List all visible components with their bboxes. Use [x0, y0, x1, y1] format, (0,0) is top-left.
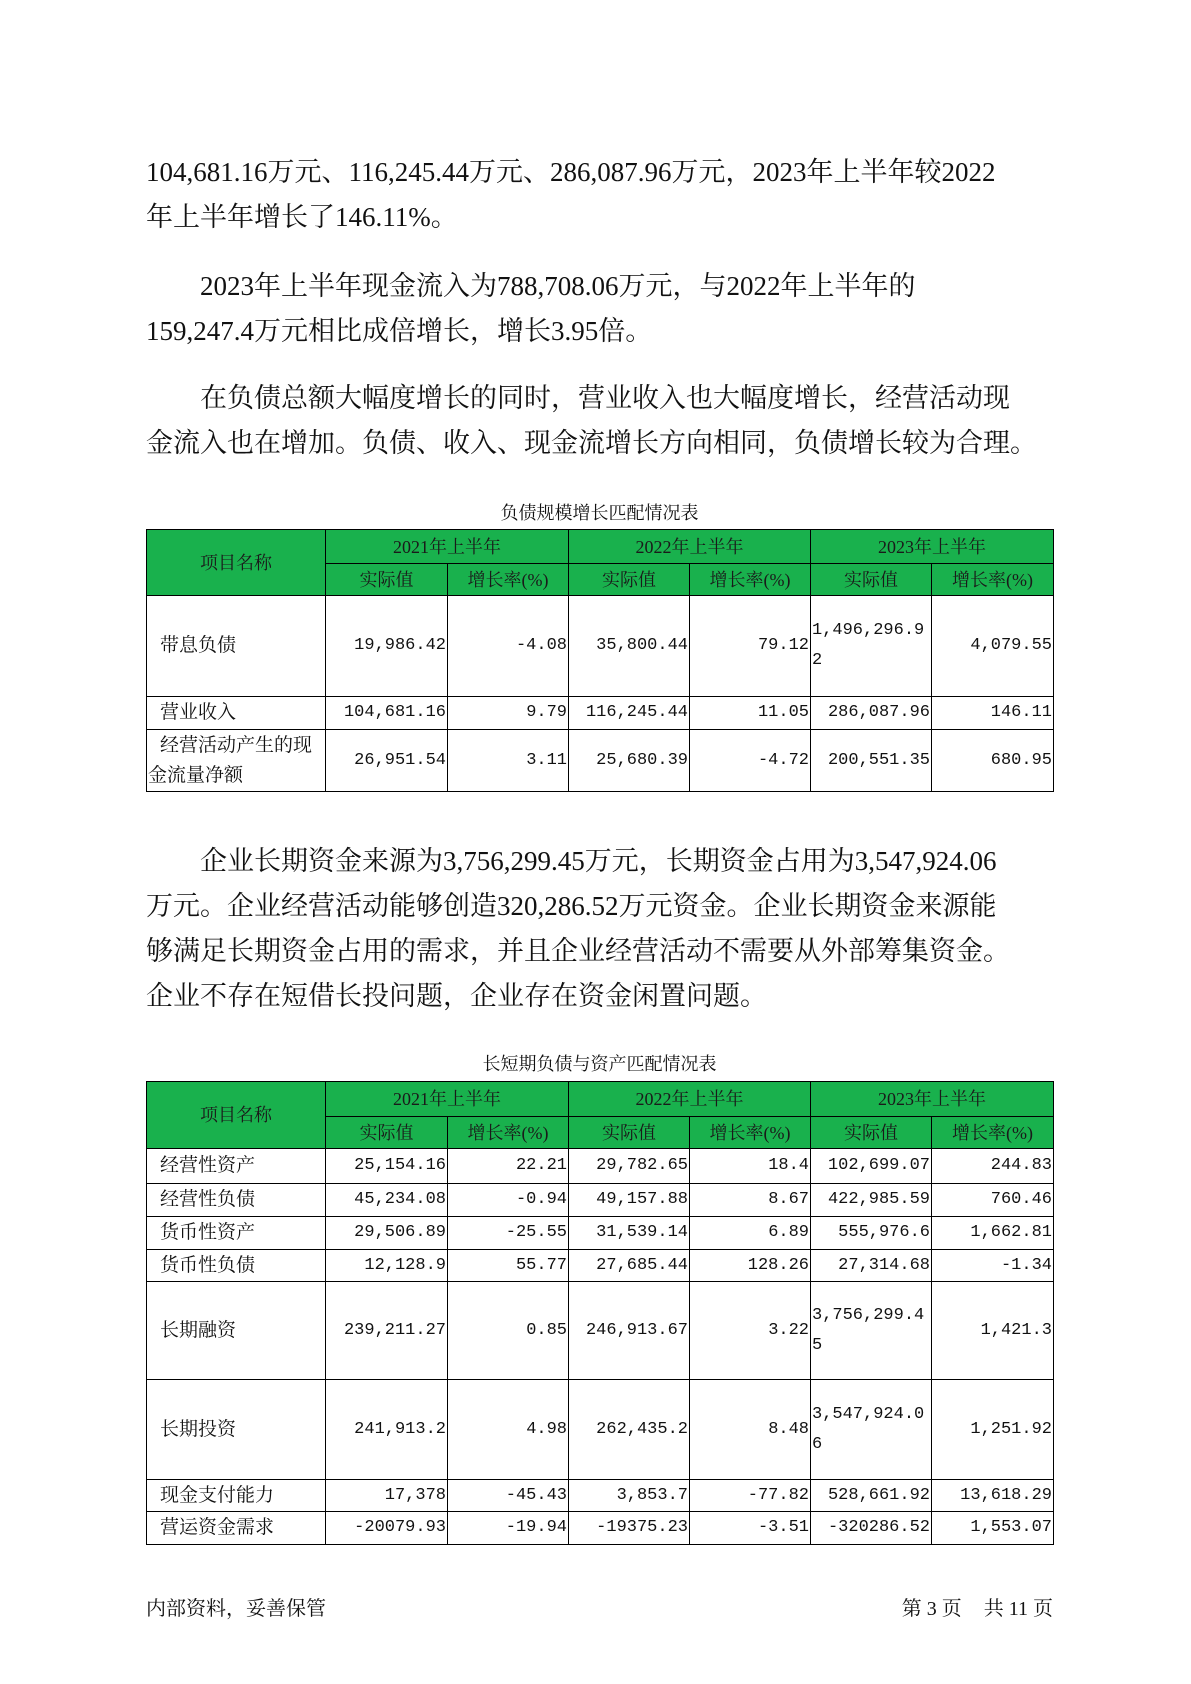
- actual-value-cell: 29,506.89: [326, 1217, 448, 1250]
- actual-value-cell: 25,680.39: [569, 730, 690, 792]
- row-label: 经营性负债: [147, 1184, 326, 1217]
- growth-rate-header: 增长率(%): [448, 564, 569, 596]
- growth-rate-cell: -45.43: [448, 1480, 569, 1512]
- paragraph-line: 够满足长期资金占用的需求，并且企业经营活动不需要从外部筹集资金。: [146, 936, 1010, 966]
- paragraph-line: 159,247.4万元相比成倍增长，增长3.95倍。: [146, 316, 653, 346]
- actual-value-cell: 27,314.68: [811, 1250, 932, 1282]
- growth-rate-cell: 760.46: [932, 1184, 1054, 1217]
- row-label: 货币性负债: [147, 1250, 326, 1282]
- total-pages: 共 11 页: [983, 1598, 1053, 1620]
- row-label: 长期融资: [147, 1282, 326, 1380]
- debt-asset-match-table: [146, 1081, 1054, 1545]
- growth-rate-cell: 244.83: [932, 1149, 1054, 1184]
- period-header: 2023年上半年: [811, 530, 1054, 564]
- paragraph-line: 年上半年增长了146.11%。: [146, 202, 458, 232]
- row-label: 营运资金需求: [147, 1512, 326, 1545]
- period-header: 2021年上半年: [326, 1082, 569, 1117]
- confidentiality-note: 内部资料，妥善保管: [146, 1598, 326, 1620]
- growth-rate-cell: -77.82: [690, 1480, 811, 1512]
- growth-rate-cell: 13,618.29: [932, 1480, 1054, 1512]
- actual-value-header: 实际值: [326, 1117, 448, 1149]
- actual-value-cell: 116,245.44: [569, 697, 690, 730]
- actual-value-cell: 200,551.35: [811, 730, 932, 792]
- actual-value-cell: 422,985.59: [811, 1184, 932, 1217]
- actual-value-cell: 3,547,924.06: [811, 1380, 932, 1480]
- actual-value-header: 实际值: [569, 564, 690, 596]
- actual-value-cell: 286,087.96: [811, 697, 932, 730]
- growth-rate-cell: 3.11: [448, 730, 569, 792]
- page-footer: [146, 1596, 1053, 1622]
- actual-value-cell: 3,853.7: [569, 1480, 690, 1512]
- actual-value-cell: 3,756,299.45: [811, 1282, 932, 1380]
- growth-rate-cell: 79.12: [690, 596, 811, 697]
- growth-rate-cell: -25.55: [448, 1217, 569, 1250]
- growth-rate-cell: 1,421.3: [932, 1282, 1054, 1380]
- growth-rate-cell: 8.67: [690, 1184, 811, 1217]
- actual-value-cell: -20079.93: [326, 1512, 448, 1545]
- growth-rate-header: 增长率(%): [690, 1117, 811, 1149]
- paragraph-line: 金流入也在增加。负债、收入、现金流增长方向相同，负债增长较为合理。: [146, 428, 1037, 458]
- table-row: [147, 1480, 1054, 1512]
- paragraph-line: 万元。企业经营活动能够创造320,286.52万元资金。企业长期资金来源能: [146, 891, 997, 921]
- paragraph-line: 在负债总额大幅度增长的同时，营业收入也大幅度增长，经营活动现: [200, 383, 1010, 413]
- growth-rate-header: 增长率(%): [932, 1117, 1054, 1149]
- row-label: 经营性资产: [147, 1149, 326, 1184]
- growth-rate-cell: -19.94: [448, 1512, 569, 1545]
- growth-rate-cell: -3.51: [690, 1512, 811, 1545]
- actual-value-cell: 12,128.9: [326, 1250, 448, 1282]
- actual-value-cell: 19,986.42: [326, 596, 448, 697]
- actual-value-cell: 104,681.16: [326, 697, 448, 730]
- growth-rate-header: 增长率(%): [932, 564, 1054, 596]
- item-name-header: 项目名称: [147, 1082, 326, 1149]
- paragraph-line: 企业长期资金来源为3,756,299.45万元，长期资金占用为3,547,924.06: [200, 846, 997, 876]
- row-label: 带息负债: [147, 596, 326, 697]
- paragraph: [146, 376, 1053, 466]
- paragraph: [146, 264, 1053, 354]
- growth-rate-cell: -4.08: [448, 596, 569, 697]
- actual-value-cell: 49,157.88: [569, 1184, 690, 1217]
- table-caption: 负债规模增长匹配情况表: [500, 503, 699, 523]
- actual-value-cell: 25,154.16: [326, 1149, 448, 1184]
- growth-rate-cell: 9.79: [448, 697, 569, 730]
- actual-value-cell: -19375.23: [569, 1512, 690, 1545]
- growth-rate-cell: 11.05: [690, 697, 811, 730]
- period-header: 2023年上半年: [811, 1082, 1054, 1117]
- row-label: 长期投资: [147, 1380, 326, 1480]
- actual-value-cell: 31,539.14: [569, 1217, 690, 1250]
- growth-rate-header: 增长率(%): [690, 564, 811, 596]
- growth-rate-cell: 22.21: [448, 1149, 569, 1184]
- actual-value-cell: 45,234.08: [326, 1184, 448, 1217]
- actual-value-header: 实际值: [811, 1117, 932, 1149]
- table-row: [147, 1282, 1054, 1380]
- actual-value-header: 实际值: [326, 564, 448, 596]
- growth-rate-cell: 146.11: [932, 697, 1054, 730]
- period-header: 2022年上半年: [569, 1082, 811, 1117]
- growth-rate-cell: 18.4: [690, 1149, 811, 1184]
- paragraph-line: 企业不存在短借长投问题，企业存在资金闲置问题。: [146, 981, 767, 1011]
- growth-rate-cell: 4,079.55: [932, 596, 1054, 697]
- row-label: 货币性资产: [147, 1217, 326, 1250]
- table-row: [147, 1512, 1054, 1545]
- actual-value-cell: 241,913.2: [326, 1380, 448, 1480]
- actual-value-cell: 1,496,296.92: [811, 596, 932, 697]
- growth-rate-cell: 680.95: [932, 730, 1054, 792]
- row-label: 营业收入: [147, 697, 326, 730]
- actual-value-cell: 35,800.44: [569, 596, 690, 697]
- table-row: [147, 1149, 1054, 1184]
- actual-value-cell: 528,661.92: [811, 1480, 932, 1512]
- table-caption: 长短期负债与资产匹配情况表: [482, 1054, 717, 1074]
- growth-rate-cell: 0.85: [448, 1282, 569, 1380]
- actual-value-cell: 29,782.65: [569, 1149, 690, 1184]
- actual-value-cell: 102,699.07: [811, 1149, 932, 1184]
- growth-rate-cell: 6.89: [690, 1217, 811, 1250]
- actual-value-cell: 555,976.6: [811, 1217, 932, 1250]
- actual-value-cell: 26,951.54: [326, 730, 448, 792]
- actual-value-cell: -320286.52: [811, 1512, 932, 1545]
- current-page: 第 3 页: [901, 1598, 962, 1620]
- header-row: [147, 530, 1054, 564]
- table-row: [147, 730, 1054, 792]
- table-row: [147, 1250, 1054, 1282]
- growth-rate-cell: -1.34: [932, 1250, 1054, 1282]
- actual-value-header: 实际值: [811, 564, 932, 596]
- paragraph-line: 104,681.16万元、116,245.44万元、286,087.96万元，2023年上半年较2022: [146, 157, 996, 187]
- actual-value-cell: 246,913.67: [569, 1282, 690, 1380]
- row-label: 经营活动产生的现金流量净额: [147, 730, 326, 792]
- growth-rate-cell: 4.98: [448, 1380, 569, 1480]
- item-name-header: 项目名称: [147, 530, 326, 596]
- actual-value-cell: 262,435.2: [569, 1380, 690, 1480]
- table-row: [147, 596, 1054, 697]
- table-row: [147, 1184, 1054, 1217]
- period-header: 2022年上半年: [569, 530, 811, 564]
- liability-growth-match-table: [146, 529, 1054, 792]
- growth-rate-cell: 1,251.92: [932, 1380, 1054, 1480]
- header-row: [147, 1082, 1054, 1117]
- growth-rate-cell: -0.94: [448, 1184, 569, 1217]
- growth-rate-cell: 8.48: [690, 1380, 811, 1480]
- growth-rate-cell: 1,662.81: [932, 1217, 1054, 1250]
- paragraph: [146, 839, 1053, 1019]
- growth-rate-cell: 128.26: [690, 1250, 811, 1282]
- actual-value-cell: 27,685.44: [569, 1250, 690, 1282]
- table-row: [147, 1380, 1054, 1480]
- table-row: [147, 1217, 1054, 1250]
- growth-rate-header: 增长率(%): [448, 1117, 569, 1149]
- growth-rate-cell: 55.77: [448, 1250, 569, 1282]
- growth-rate-cell: -4.72: [690, 730, 811, 792]
- paragraph-line: 2023年上半年现金流入为788,708.06万元，与2022年上半年的: [200, 271, 916, 301]
- actual-value-header: 实际值: [569, 1117, 690, 1149]
- actual-value-cell: 17,378: [326, 1480, 448, 1512]
- actual-value-cell: 239,211.27: [326, 1282, 448, 1380]
- table-row: [147, 697, 1054, 730]
- page-number: [902, 1596, 1053, 1622]
- growth-rate-cell: 3.22: [690, 1282, 811, 1380]
- growth-rate-cell: 1,553.07: [932, 1512, 1054, 1545]
- row-label: 现金支付能力: [147, 1480, 326, 1512]
- paragraph: [146, 150, 1053, 240]
- period-header: 2021年上半年: [326, 530, 569, 564]
